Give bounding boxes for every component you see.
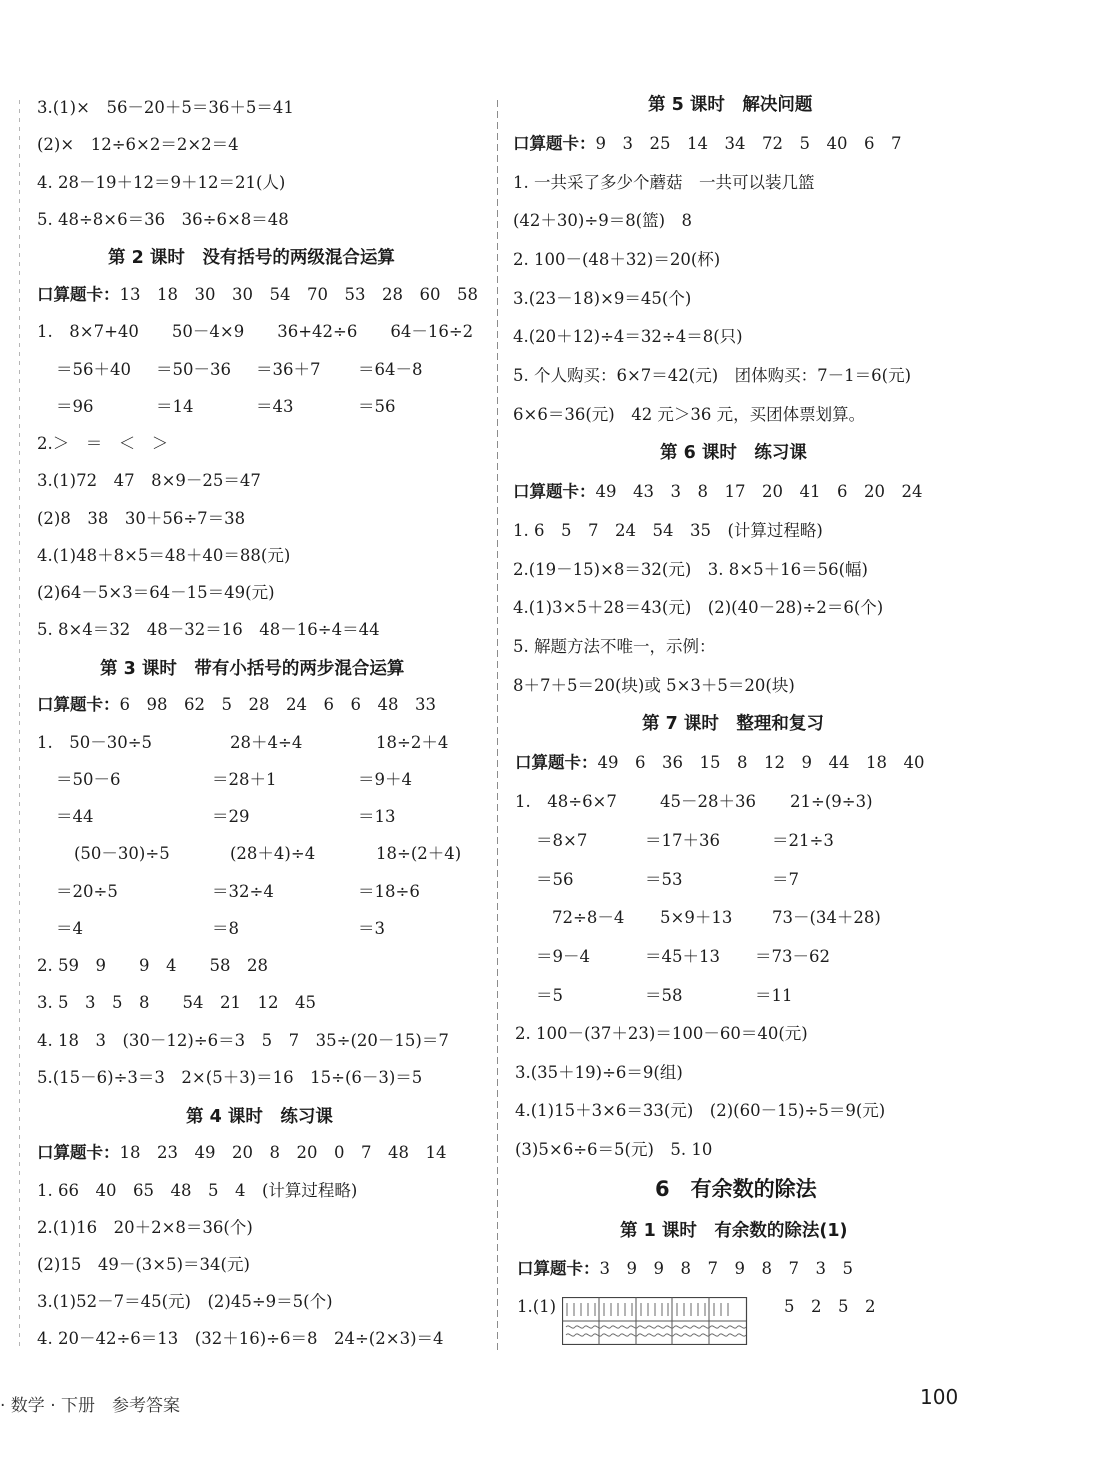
answer-line: 5×9＋13	[660, 908, 733, 927]
answer-line: ＝9＋4	[358, 770, 412, 789]
answer-line: ＝8	[212, 919, 239, 938]
answer-line: (2)8 38 30＋56÷7＝38	[37, 509, 246, 528]
oral-calc-card-label: 口算题卡：	[37, 1143, 120, 1162]
answer-line: (42＋30)÷9＝8(篮) 8	[513, 211, 693, 230]
answer-line: 2.＞ ＝ ＜ ＞	[37, 434, 169, 453]
oral-calc-card-label: 口算题卡：	[515, 753, 598, 772]
answer-line: 5 2 5 2	[784, 1297, 876, 1316]
oral-calc-card-answers: 13 18 30 30 54 70 53 28 60 58	[119, 285, 478, 304]
answer-line: 1. 8×7+40 50－4×9 36+42÷6 64－16÷2	[37, 322, 474, 341]
lesson-heading: 第 5 课时 解决问题	[648, 95, 813, 115]
answer-line: 1. 6 5 7 24 54 35 (计算过程略)	[513, 521, 823, 540]
answer-line: ＝3	[358, 919, 385, 938]
answer-line: 28＋4÷4	[230, 733, 303, 752]
chapter-heading: 6 有余数的除法	[655, 1177, 817, 1201]
oral-calc-card-label: 口算题卡：	[513, 482, 596, 501]
oral-calc-card-answers: 49 6 36 15 8 12 9 44 18 40	[597, 753, 925, 772]
oral-calc-card-answers: 6 98 62 5 28 24 6 6 48 33	[119, 695, 436, 714]
answer-line: 3.(23－18)×9＝45(个)	[513, 289, 692, 308]
oral-calc-card-answers: 49 43 3 8 17 20 41 6 20 24	[595, 482, 923, 501]
answer-line: ＝5	[536, 986, 563, 1005]
answer-line: ＝56	[536, 870, 574, 889]
answer-line: ＝11	[755, 986, 793, 1005]
lesson-heading: 第 7 课时 整理和复习	[642, 714, 824, 734]
answer-line: 5. 8×4＝32 48－32＝16 48－16÷4＝44	[37, 620, 380, 639]
answer-line: 5. 个人购买：6×7＝42(元) 团体购买：7－1＝6(元)	[513, 366, 912, 385]
answer-line: 6×6＝36(元) 42 元＞36 元，买团体票划算。	[513, 405, 866, 424]
answer-line: ＝73－62	[755, 947, 830, 966]
answer-line: ＝56	[358, 397, 396, 416]
answer-line: ＝14	[156, 397, 194, 416]
oral-calc-card-label: 口算题卡：	[37, 285, 120, 304]
answer-line: 2. 100－(37＋23)＝100－60＝40(元)	[515, 1024, 808, 1043]
answer-line: ＝96	[56, 397, 94, 416]
answer-line: 1.(1)	[517, 1297, 557, 1316]
lesson-heading: 第 6 课时 练习课	[660, 443, 807, 463]
answer-line: (2)× 12÷6×2＝2×2＝4	[37, 135, 239, 154]
answer-line: ＝58	[645, 986, 683, 1005]
answer-line: ＝18÷6	[358, 882, 420, 901]
answer-line: 2. 100－(48＋32)＝20(杯)	[513, 250, 721, 269]
answer-line: 4.(1)15＋3×6＝33(元) (2)(60－15)÷5＝9(元)	[515, 1101, 886, 1120]
answer-line: (50－30)÷5	[74, 844, 170, 863]
answer-line: 8＋7＋5＝20(块)或 5×3＋5＝20(块)	[513, 676, 795, 695]
oral-calc-card-line	[513, 133, 901, 155]
answer-line: 18÷(2＋4)	[376, 844, 462, 863]
answer-line: (2)15 49－(3×5)＝34(元)	[37, 1255, 250, 1274]
oral-calc-card-label: 口算题卡：	[513, 134, 596, 153]
answer-line: ＝8×7	[536, 831, 588, 850]
answer-line: (28＋4)÷4	[230, 844, 316, 863]
answer-line: ＝56＋40	[56, 360, 131, 379]
answer-line: 45－28＋36	[660, 792, 756, 811]
answer-line: 2.(1)16 20＋2×8＝36(个)	[37, 1218, 253, 1237]
oral-calc-card-answers: 9 3 25 14 34 72 5 40 6 7	[595, 134, 902, 153]
answer-line: (3)5×6÷6＝5(元) 5. 10	[515, 1140, 713, 1159]
answer-line: ＝17＋36	[645, 831, 720, 850]
answer-line: 5.(15－6)÷3＝3 2×(5＋3)＝16 15÷(6－3)＝5	[37, 1068, 423, 1087]
answer-line: 4.(1)3×5＋28＝43(元) (2)(40－28)÷2＝6(个)	[513, 598, 884, 617]
lesson-heading: 第 2 课时 没有括号的两级混合运算	[108, 248, 395, 268]
answer-line: 1. 50－30÷5	[37, 733, 153, 752]
remainder-grid-figure	[562, 1297, 762, 1345]
column-divider	[497, 100, 498, 1350]
answer-line: 21÷(9÷3)	[790, 792, 873, 811]
answer-line: 2.(19－15)×8＝32(元) 3. 8×5＋16＝56(幅)	[513, 560, 868, 579]
oral-calc-card-line	[515, 752, 924, 774]
answer-line: 3. 5 3 5 8 54 21 12 45	[37, 993, 316, 1012]
oral-calc-card-line	[517, 1258, 853, 1280]
answer-line: ＝13	[358, 807, 396, 826]
answer-line: ＝43	[256, 397, 294, 416]
footer-book-title: · 数学 · 下册 参考答案	[0, 1396, 181, 1416]
oral-calc-card-line	[37, 1142, 446, 1164]
lesson-heading: 第 1 课时 有余数的除法(1)	[620, 1221, 848, 1241]
answer-line: 18÷2＋4	[376, 733, 449, 752]
answer-line: 72÷8－4	[552, 908, 625, 927]
answer-line: 1. 66 40 65 48 5 4 (计算过程略)	[37, 1181, 358, 1200]
answer-line: 2. 59 9 9 4 58 28	[37, 956, 268, 975]
answer-line: ＝28＋1	[212, 770, 277, 789]
answer-line: ＝29	[212, 807, 250, 826]
oral-calc-card-line	[37, 694, 436, 716]
answer-line: ＝45＋13	[645, 947, 720, 966]
answer-line: 5. 48÷8×6＝36 36÷6×8＝48	[37, 210, 289, 229]
oral-calc-card-answers: 3 9 9 8 7 9 8 7 3 5	[599, 1259, 853, 1278]
answer-line: 3.(35＋19)÷6＝9(组)	[515, 1063, 683, 1082]
answer-line: ＝7	[772, 870, 799, 889]
oral-calc-card-answers: 18 23 49 20 8 20 0 7 48 14	[119, 1143, 447, 1162]
answer-line: 1. 48÷6×7	[515, 792, 617, 811]
answer-line: ＝32÷4	[212, 882, 274, 901]
answer-line: 4.(1)48＋8×5＝48＋40＝88(元)	[37, 546, 291, 565]
answer-line: ＝4	[56, 919, 83, 938]
answer-line: ＝50－6	[56, 770, 121, 789]
answer-line: 5. 解题方法不唯一，示例：	[513, 637, 716, 656]
answer-line: 3.(1)72 47 8×9－25＝47	[37, 471, 261, 490]
answer-line: ＝64－8	[358, 360, 423, 379]
oral-calc-card-line	[37, 284, 478, 306]
answer-line: 1. 一共采了多少个蘑菇 一共可以装几篮	[513, 173, 815, 192]
answer-line: 3.(1)52－7＝45(元) (2)45÷9＝5(个)	[37, 1292, 333, 1311]
answer-line: ＝21÷3	[772, 831, 834, 850]
answer-line: 3.(1)× 56－20＋5＝36＋5＝41	[37, 98, 294, 117]
answer-line: ＝20÷5	[56, 882, 118, 901]
answer-line: ＝53	[645, 870, 683, 889]
page-edge-line	[19, 100, 20, 1350]
answer-line: (2)64－5×3＝64－15＝49(元)	[37, 583, 275, 602]
answer-line: ＝44	[56, 807, 94, 826]
answer-line: ＝50－36	[156, 360, 231, 379]
oral-calc-card-label: 口算题卡：	[517, 1259, 600, 1278]
lesson-heading: 第 4 课时 练习课	[186, 1107, 333, 1127]
oral-calc-card-line	[513, 481, 922, 503]
answer-line: 4.(20＋12)÷4＝32÷4＝8(只)	[513, 327, 743, 346]
answer-line: 4. 18 3 (30－12)÷6＝3 5 7 35÷(20－15)＝7	[37, 1031, 449, 1050]
answer-line: ＝9－4	[536, 947, 590, 966]
answer-line: 73－(34＋28)	[772, 908, 881, 927]
lesson-heading: 第 3 课时 带有小括号的两步混合运算	[100, 659, 405, 679]
answer-line: 4. 28－19＋12＝9＋12＝21(人)	[37, 173, 286, 192]
page-number: 100	[920, 1385, 959, 1409]
oral-calc-card-label: 口算题卡：	[37, 695, 120, 714]
answer-line: 4. 20－42÷6＝13 (32＋16)÷6＝8 24÷(2×3)＝4	[37, 1329, 444, 1348]
answer-line: ＝36＋7	[256, 360, 321, 379]
